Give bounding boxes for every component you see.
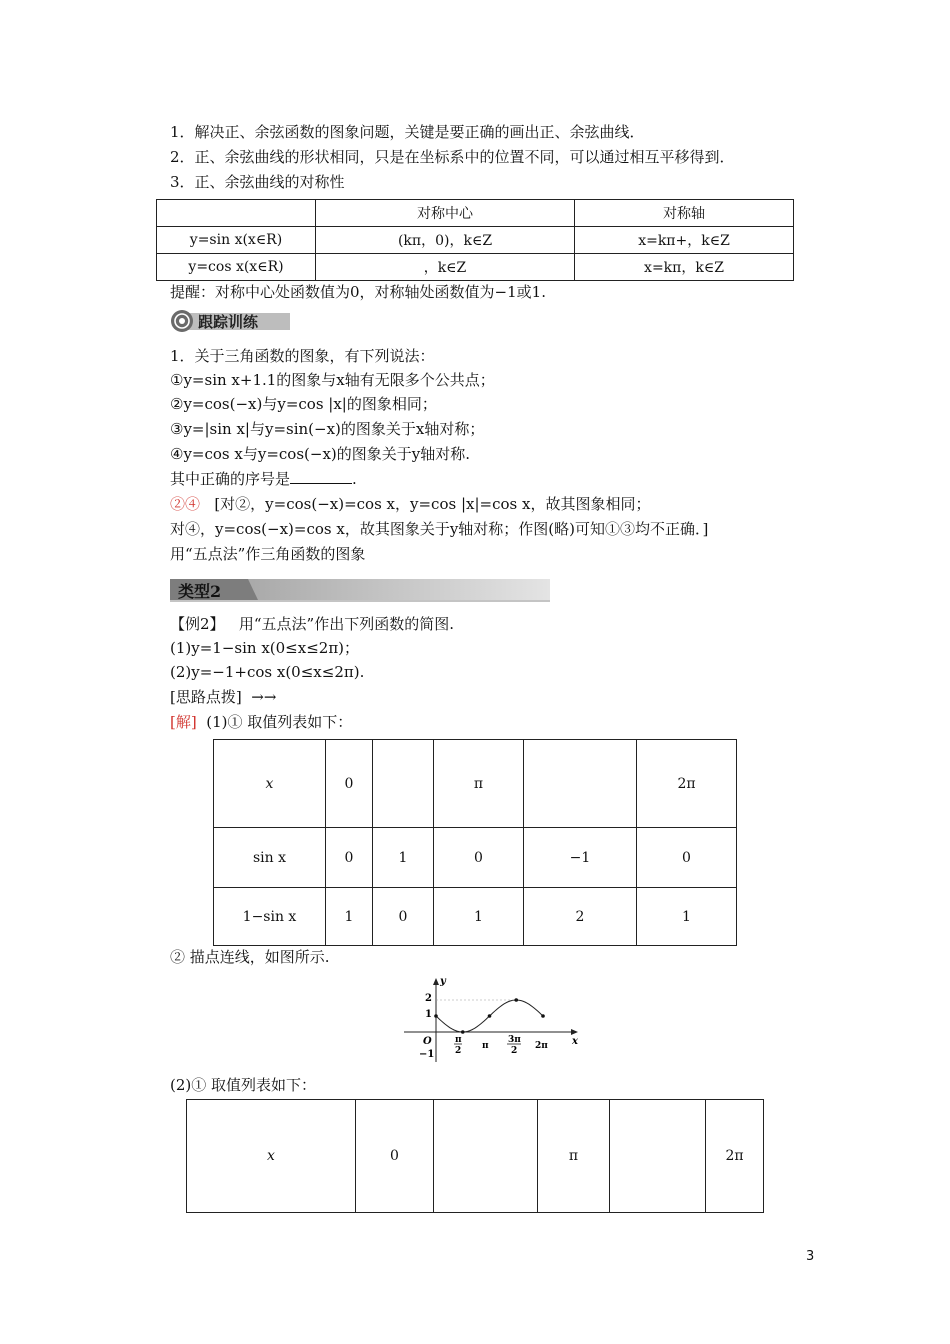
- example-function-1: (1)y=1−sin x(0≤x≤2π)；: [170, 639, 360, 657]
- graph-point: [461, 1030, 465, 1034]
- answer-blank: [290, 469, 352, 484]
- values-table-2: [186, 1099, 764, 1213]
- t1-sin-0: 0: [326, 828, 373, 888]
- values-table-1: [213, 739, 737, 946]
- t1-x-0: 0: [326, 740, 373, 828]
- graph-tick-2pi: 2π: [535, 1041, 548, 1051]
- sine-graph: [398, 972, 588, 1067]
- t1-x-pi-half: [373, 740, 434, 828]
- graph-point: [541, 1014, 545, 1018]
- graph-point: [488, 1014, 492, 1018]
- solution-label: [解]: [170, 713, 197, 731]
- graph-point: [434, 1014, 438, 1018]
- exercise-statement-3: ③y=|sin x|与y=sin(−x)的图象关于x轴对称；: [170, 420, 485, 438]
- t1-f-3: 2: [524, 888, 637, 946]
- graph-y-label: y: [440, 976, 446, 987]
- example-text: 用“五点法”作出下列函数的简图.: [238, 615, 454, 633]
- t1-x-pi: π: [434, 740, 524, 828]
- t1-f-2: 1: [434, 888, 524, 946]
- graph-tick-pi-half-num: π: [455, 1035, 462, 1045]
- symmetry-cos-func: y=cos x(x∈R): [157, 254, 316, 281]
- symmetry-cos-axis: x=kπ，k∈Z: [575, 254, 794, 281]
- t2-x-0: 0: [356, 1100, 434, 1213]
- hint-label: [思路点拨]: [170, 688, 242, 706]
- t2-x-2pi: 2π: [706, 1100, 764, 1213]
- graph-origin-label: O: [423, 1036, 432, 1047]
- exercise-question: 1．关于三角函数的图象，有下列说法：: [170, 347, 435, 365]
- graph-tick-neg1: −1: [419, 1049, 435, 1060]
- graph-x-arrow: [571, 1029, 578, 1035]
- exercise-ask: [170, 469, 357, 489]
- graph-curve-layer: [434, 998, 545, 1034]
- example-line: [170, 614, 454, 634]
- solution-text: (1)① 取值列表如下：: [206, 713, 353, 731]
- graph-tick-1: 1: [425, 1009, 432, 1020]
- t1-sin-4: 0: [637, 828, 737, 888]
- step-2-text: ② 描点连线，如图所示.: [170, 948, 330, 966]
- reminder: 提醒：对称中心处函数值为0，对称轴处函数值为−1或1.: [170, 283, 546, 301]
- hint-arrows: →→: [251, 688, 277, 706]
- summary-point-2: 2．正、余弦曲线的形状相同，只是在坐标系中的位置不同，可以通过相互平移得到．: [170, 148, 735, 166]
- exercise-answer: ②④: [170, 495, 201, 513]
- graph-tick-3pi-half-den: 2: [511, 1046, 518, 1056]
- tracking-banner-label: 跟踪训练: [198, 313, 259, 331]
- summary-point-3: 3．正、余弦曲线的对称性: [170, 173, 345, 191]
- exercise-ask-text: 其中正确的序号是: [170, 470, 291, 488]
- t1-f-4: 1: [637, 888, 737, 946]
- summary-point-1: 1．解决正、余弦函数的图象问题，关键是要正确的画出正、余弦曲线．: [170, 123, 645, 141]
- graph-y-arrow: [433, 978, 439, 985]
- exercise-solution-2: 对④，y=cos(−x)=cos x，故其图象关于y轴对称；作图(略)可知①③均不正确．]: [170, 520, 709, 538]
- graph-tick-3pi-half-num: 3π: [508, 1035, 521, 1045]
- t1-sin-1: 1: [373, 828, 434, 888]
- exercise-solution-1: [170, 494, 650, 514]
- tracking-banner: [170, 309, 290, 331]
- section-heading: 用“五点法”作三角函数的图象: [170, 545, 366, 563]
- t1-sin-3: −1: [524, 828, 637, 888]
- t1-f-0: 1: [326, 888, 373, 946]
- part-2-text: (2)① 取值列表如下：: [170, 1076, 317, 1094]
- symmetry-cos-center: ，k∈Z: [316, 254, 575, 281]
- t1-x-2pi: 2π: [637, 740, 737, 828]
- symmetry-header-center: 对称中心: [316, 200, 575, 227]
- t2-x-label: x: [187, 1100, 356, 1213]
- example-label: 【例2】: [170, 615, 225, 633]
- t1-sin-label: sin x: [214, 828, 326, 888]
- symmetry-header-axis: 对称轴: [575, 200, 794, 227]
- exercise-statement-4: ④y=cos x与y=cos(−x)的图象关于y轴对称.: [170, 445, 470, 463]
- example-function-2: (2)y=−1+cos x(0≤x≤2π).: [170, 663, 365, 681]
- page-number: 3: [806, 1249, 815, 1264]
- t1-sin-2: 0: [434, 828, 524, 888]
- symmetry-sin-func: y=sin x(x∈R): [157, 227, 316, 254]
- exercise-ask-end: .: [352, 470, 357, 488]
- t2-x-pi: π: [538, 1100, 610, 1213]
- graph-tick-pi-half-den: 2: [455, 1046, 462, 1056]
- t1-f-label: 1−sin x: [214, 888, 326, 946]
- graph-tick-2: 2: [425, 993, 432, 1004]
- exercise-statement-2: ②y=cos(−x)与y=cos |x|的图象相同；: [170, 395, 437, 413]
- type-banner: [170, 577, 550, 599]
- t2-x-3pi-half: [610, 1100, 706, 1213]
- symmetry-table: [156, 199, 794, 281]
- symmetry-sin-center: (kπ，0)，k∈Z: [316, 227, 575, 254]
- type-banner-label: 类型2: [178, 582, 222, 601]
- exercise-statement-1: ①y=sin x+1.1的图象与x轴有无限多个公共点；: [170, 371, 495, 389]
- solution-line: [170, 712, 352, 732]
- t1-x-3pi-half: [524, 740, 637, 828]
- hint-line: [170, 687, 276, 707]
- graph-x-label: x: [572, 1036, 578, 1047]
- graph-tick-pi: π: [482, 1041, 489, 1051]
- exercise-solution-text: [对②，y=cos(−x)=cos x，y=cos |x|=cos x，故其图象相同；: [214, 495, 651, 513]
- t2-x-pi-half: [434, 1100, 538, 1213]
- symmetry-sin-axis: x=kπ+，k∈Z: [575, 227, 794, 254]
- t1-f-1: 0: [373, 888, 434, 946]
- symmetry-header-empty: [157, 200, 316, 227]
- t1-x-label: x: [214, 740, 326, 828]
